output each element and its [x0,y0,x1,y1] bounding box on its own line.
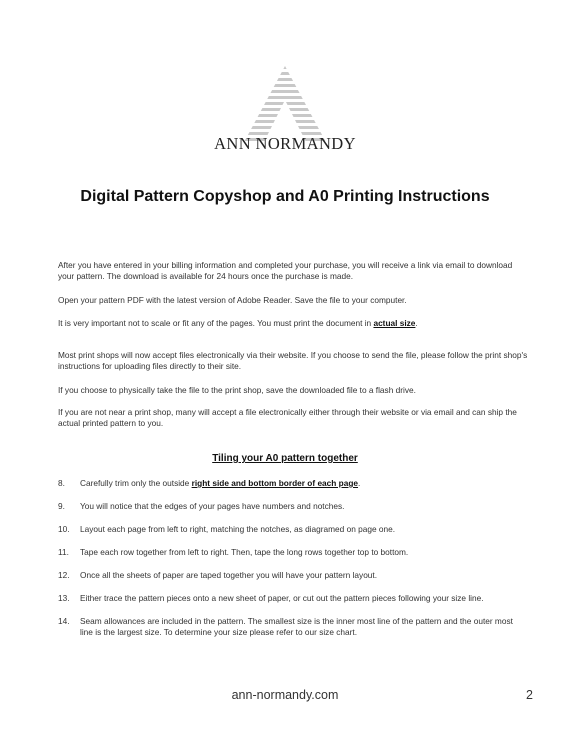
paragraph-ship: If you are not near a print shop, many will accept a file electronically either through their website or via email and can ship the actual printed pattern to you. [58,407,517,428]
paragraph-open-pdf: Open your pattern PDF with the latest version of Adobe Reader. Save the file to your computer. [58,295,407,305]
section-title: Tiling your A0 pattern together [212,453,358,464]
actual-size-emphasis: actual size [373,318,416,328]
page-title: Digital Pattern Copyshop and A0 Printing Instructions [80,188,490,205]
page-number: 2 [526,688,533,702]
footer-site: ann-normandy.com [231,688,339,702]
paragraph-print-shop: Most print shops will now accept files electronically via their website. If you choose to send the file, please follow the print shop's instructions for uploading files directly to their site. [58,350,528,371]
striped-a-logo-icon [235,64,335,144]
paragraph-download: After you have entered in your billing information and completed your purchase, you will receive a link via email to download your pattern. The download is available for 24 hours once the purchase is made. [58,260,513,281]
paragraph-actual-size: It is very important not to scale or fit any of the pages. You must print the document in actual size. [58,318,418,328]
brand-name: ANN NORMANDY [214,134,356,153]
paragraph-flash-drive: If you choose to physically take the file to the print shop, save the downloaded file to a flash drive. [58,385,416,395]
trim-emphasis: right side and bottom border of each page [191,478,359,488]
